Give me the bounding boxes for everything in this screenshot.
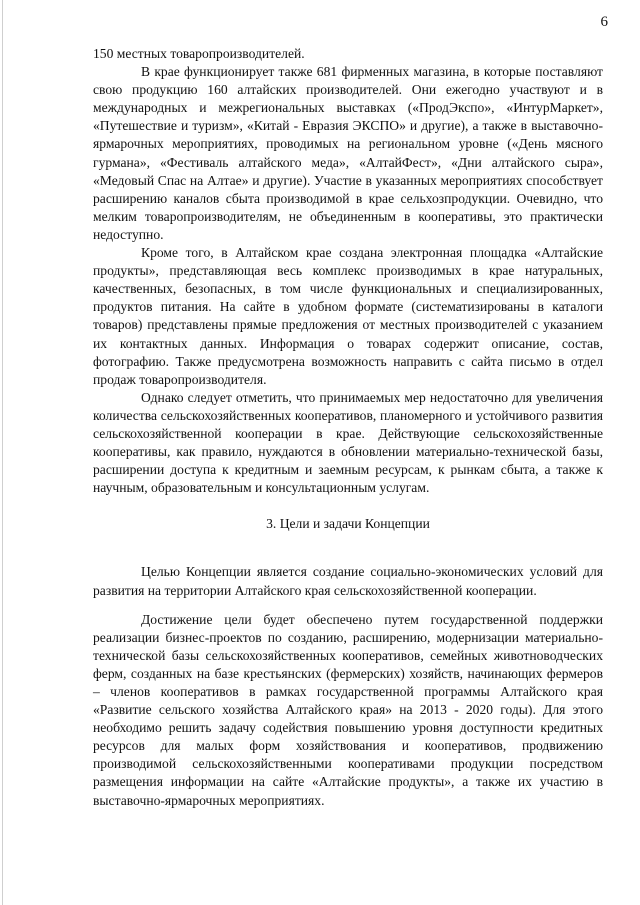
page-edge-line xyxy=(2,0,3,905)
paragraph-online-platform: Кроме того, в Алтайском крае создана электронная площадка «Алтайские продукты», представляющая весь комплекс производимых в крае натуральных, качественных, безопасных, в том числе функциональных и специализированных, продуктов питания. На сайте в удобном формате (систематизированы в каталоги товаров) представлены прямые предложения от местных производителей с указанием их контактных данных. Информация о товарах содержит описание, состав, фотографию. Также предусмотрена возможность направить с сайта письмо в отдел продаж товаропроизводителя. xyxy=(93,245,603,387)
section-heading: 3. Цели и задачи Концепции xyxy=(266,516,430,532)
paragraph-goal: Целью Концепции является создание социально-экономических условий для развития на территории Алтайского края сельскохозяйственной кооперации. xyxy=(93,564,603,598)
paragraph-insufficient-measures: Однако следует отметить, что принимаемых мер недостаточно для увеличения количества сельскохозяйственных кооперативов, планомерного и устойчивого развития сельскохозяйственной кооперации в крае. Действующие сельскохозяйственные кооперативы, как правило, нуждаются в обновлении материально-технической базы, расширении доступа к кредитным и заемным ресурсам, к рынкам сбыта, а также к научным, образовательным и консультационным услугам. xyxy=(93,389,603,496)
body-text xyxy=(93,45,603,810)
paragraph-continuation: 150 местных товаропроизводителей. xyxy=(93,46,305,61)
paragraph-brand-stores: В крае функционирует также 681 фирменных магазина, в которые поставляют свою продукцию 160 алтайских производителей. Они ежегодно участвуют и в международных и межрегиональных выставках («ПродЭкспо», «ИнтурМаркет», «Путешествие и туризм», «Китай - Евразия ЭКСПО» и другие), а также в выставочно-ярмарочных мероприятиях, проводимых на региональном уровне («День мясного гурмана», «Фестиваль алтайского меда», «АлтайФест», «Дни алтайского сыра», «Медовый Спас на Алтае» и другие). Участие в указанных мероприятиях способствует расширению каналов сбыта производимой в крае сельхозпродукции. Очевидно, что мелким товаропроизводителям, не объединенным в кооперативы, это практически недоступно. xyxy=(93,64,603,242)
page-number: 6 xyxy=(600,14,608,30)
paragraph-achievement: Достижение цели будет обеспечено путем государственной поддержки реализации бизнес-проектов по созданию, расширению, модернизации материально-технической базы сельскохозяйственных кооперативов, семейных животноводческих ферм, созданных на базе крестьянских (фермерских) хозяйств, начинающих фермеров – членов кооперативов в рамках государственной программы Алтайского края «Развитие сельского хозяйства Алтайского края» на 2013 - 2020 годы). Для этого необходимо решить задачу содействия повышению уровня доступности кредитных ресурсов для малых форм хозяйствования и кооперативов, продвижению производимой сельскохозяйственными кооперативами продукции посредством размещения информации на сайте «Алтайские продукты», а также их участию в выставочно-ярмарочных мероприятиях. xyxy=(93,611,603,808)
